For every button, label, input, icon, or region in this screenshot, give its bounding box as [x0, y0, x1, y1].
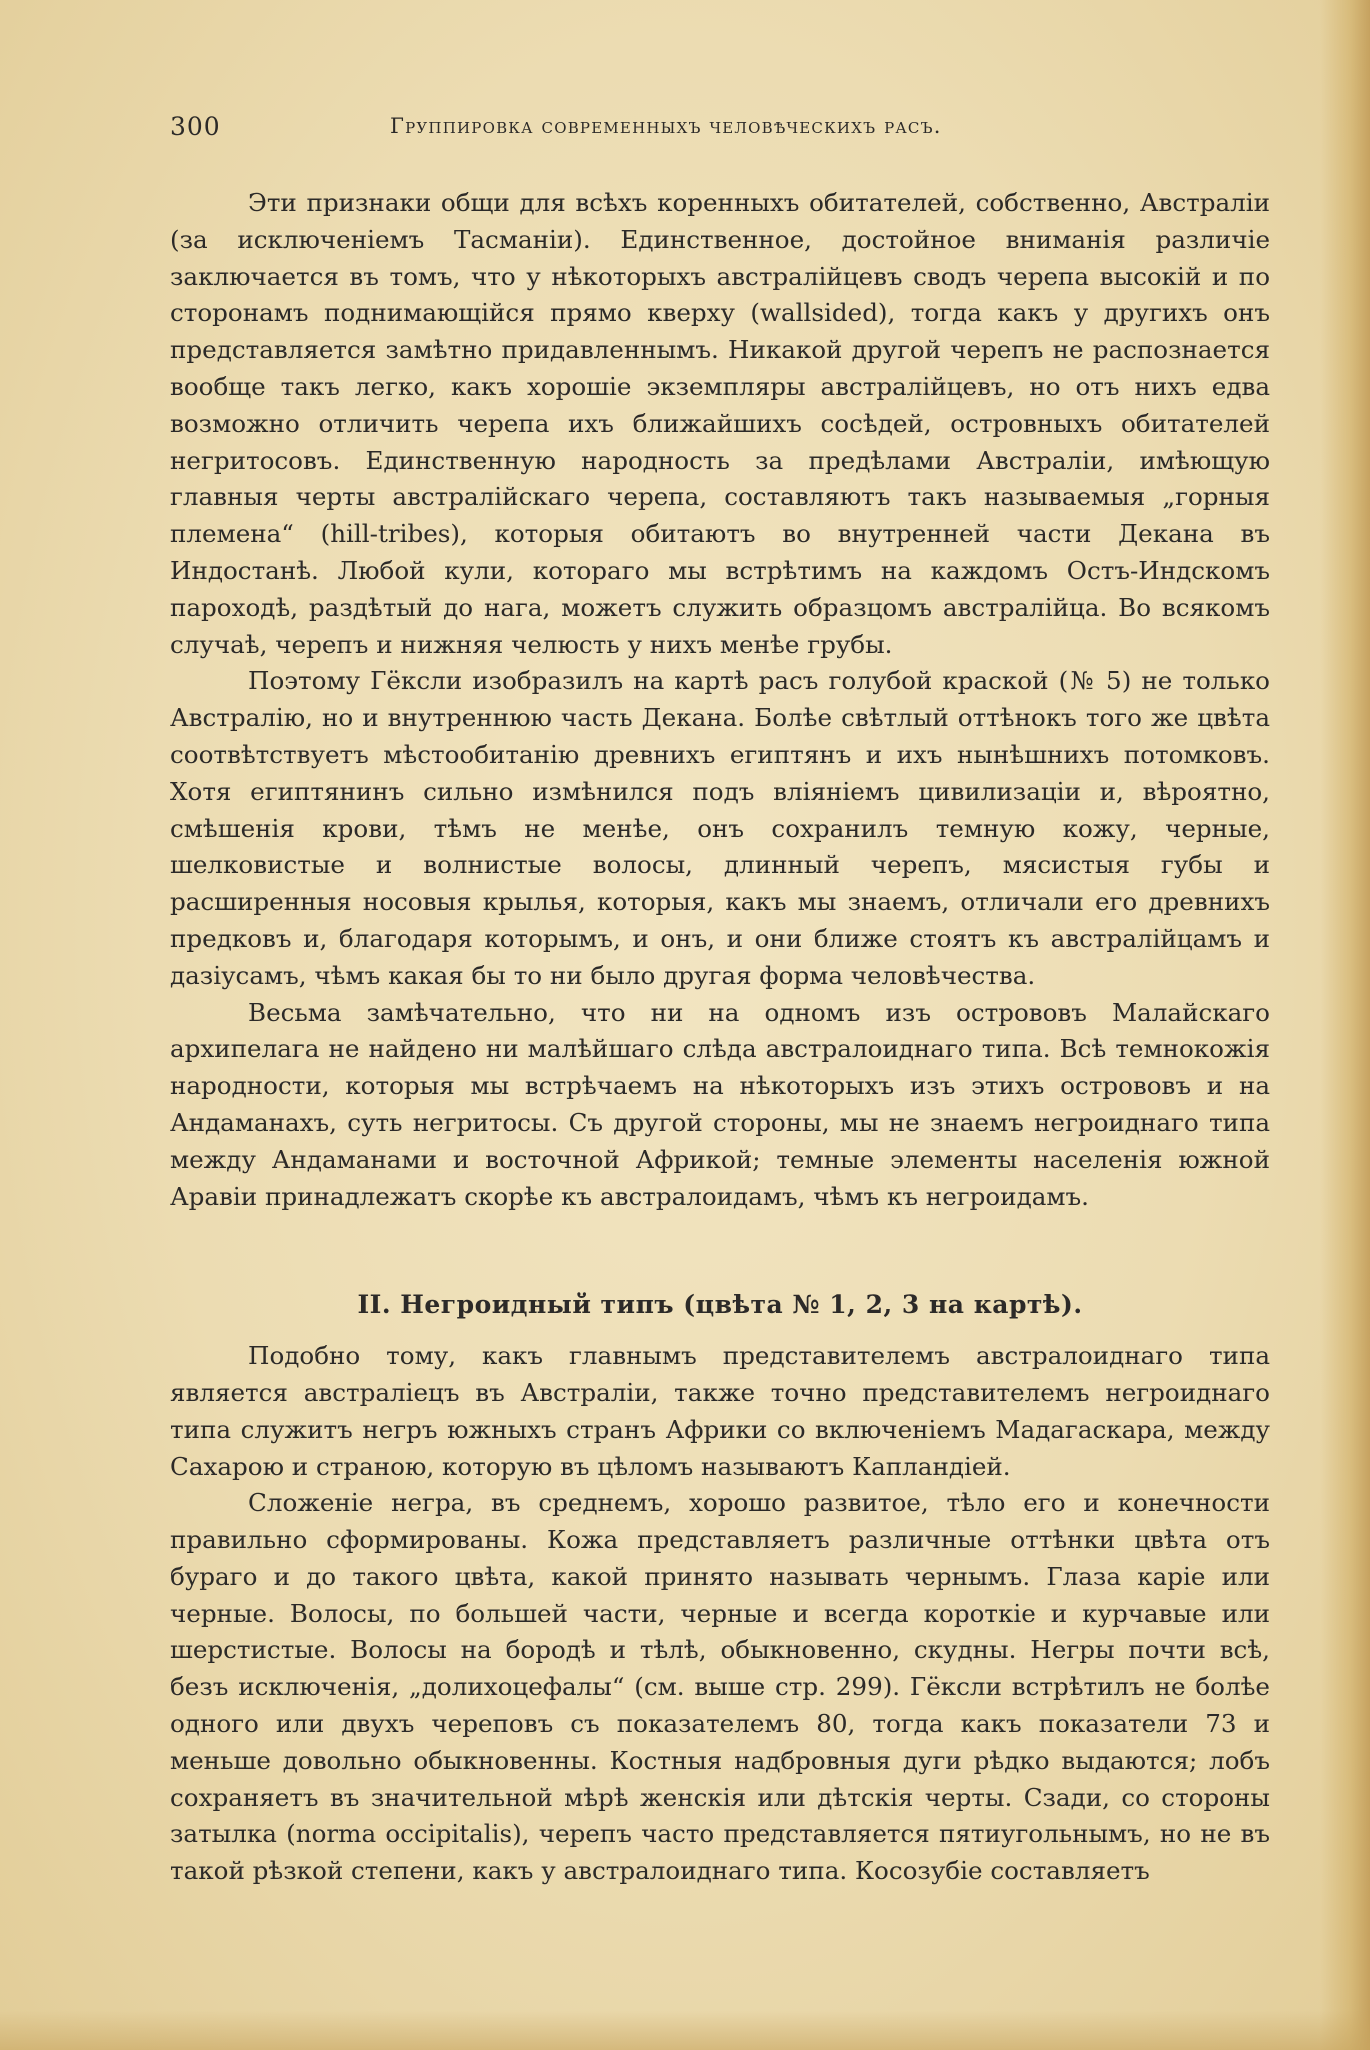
page-header: [170, 112, 1270, 152]
paragraph: Подобно тому, какъ главнымъ представителемъ австралоиднаго типа является австраліецъ въ Австраліи, также точно представителемъ негроиднаго типа служитъ негръ южныхъ странъ Африки со включеніемъ Мадагаскара, между Сахарою и страною, которую въ цѣломъ называютъ Капландіей.: [170, 1341, 1270, 1481]
spacer: [170, 1324, 1270, 1338]
spacer: [170, 1215, 1270, 1287]
paragraph: Сложеніе негра, въ среднемъ, хорошо развитое, тѣло его и конечности правильно сформированы. Кожа представляетъ различные оттѣнки цвѣта отъ бураго и до такого цвѣта, какой принято называть чернымъ. Глаза каріе или черные. Волосы, по большей части, черные и всегда короткіе и курчавые или шерстистые. Волосы на бородѣ и тѣлѣ, обыкновенно, скудны. Негры почти всѣ, безъ исключенія, „долихоцефалы“ (см. выше стр. 299). Гёксли встрѣтилъ не болѣе одного или двухъ череповъ съ показателемъ 80, тогда какъ показатели 73 и меньше довольно обыкновенны. Костныя надбровныя дуги рѣдко выдаются; лобъ сохраняетъ въ значительной мѣрѣ женскія или дѣтскія черты. Сзади, со стороны затылка (norma occipitalis), черепъ часто представляется пятиугольнымъ, но не въ такой рѣзкой степени, какъ у австралоиднаго типа. Косозубіе составляетъ: [170, 1488, 1270, 1886]
page-number: 300: [170, 112, 221, 141]
page-edge-shadow: [1320, 0, 1370, 2050]
body-text: [170, 185, 1270, 1890]
paragraph: Эти признаки общи для всѣхъ коренныхъ обитателей, собственно, Австраліи (за исключеніемъ Тасманіи). Единственное, достойное вниманія различіе заключается въ томъ, что у нѣкоторыхъ австралійцевъ сводъ черепа высокій и по сторонамъ поднимающійся прямо кверху (wallsided), тогда какъ у другихъ онъ представляется замѣтно придавленнымъ. Никакой другой черепъ не распознается вообще такъ легко, какъ хорошіе экземпляры австралійцевъ, но отъ нихъ едва возможно отличить черепа ихъ ближайшихъ сосѣдей, островныхъ обитателей негритосовъ. Единственную народность за предѣлами Австраліи, имѣющую главныя черты австралійскаго черепа, составляютъ такъ называемыя „горныя племена“ (hill-tribes), которыя обитаютъ во внутренней части Декана въ Индостанѣ. Любой кули, котораго мы встрѣтимъ на каждомъ Остъ-Индскомъ пароходѣ, раздѣтый до нага, можетъ служить образцомъ австралійца. Во всякомъ случаѣ, черепъ и нижняя челюсть у нихъ менѣе грубы.: [170, 188, 1270, 659]
page-bottom-shadow: [0, 2010, 1370, 2050]
running-title: Группировка современныхъ человѣческихъ расъ.: [390, 114, 942, 138]
section-heading: II. Негроидный типъ (цвѣта № 1, 2, 3 на картѣ).: [357, 1290, 1083, 1320]
paragraph: Поэтому Гёксли изобразилъ на картѣ расъ голубой краской (№ 5) не только Австралію, но и внутреннюю часть Декана. Болѣе свѣтлый оттѣнокъ того же цвѣта соотвѣтствуетъ мѣстообитанію древнихъ египтянъ и ихъ нынѣшнихъ потомковъ. Хотя египтянинъ сильно измѣнился подъ вліяніемъ цивилизаціи и, вѣроятно, смѣшенія крови, тѣмъ не менѣе, онъ сохранилъ темную кожу, черные, шелковистые и волнистые волосы, длинный черепъ, мясистыя губы и расширенныя носовыя крылья, которыя, какъ мы знаемъ, отличали его древнихъ предковъ и, благодаря которымъ, и онъ, и они ближе стоятъ къ австралійцамъ и дазіусамъ, чѣмъ какая бы то ни было другая форма человѣчества.: [170, 666, 1270, 990]
paragraph: Весьма замѣчательно, что ни на одномъ изъ острововъ Малайскаго архипелага не найдено ни малѣйшаго слѣда австралоиднаго типа. Всѣ темнокожія народности, которыя мы встрѣчаемъ на нѣкоторыхъ изъ этихъ острововъ и на Андаманахъ, суть негритосы. Съ другой стороны, мы не знаемъ негроиднаго типа между Андаманами и восточной Африкой; темные элементы населенія южной Аравіи принадлежатъ скорѣе къ австралоидамъ, чѣмъ къ негроидамъ.: [170, 997, 1270, 1211]
